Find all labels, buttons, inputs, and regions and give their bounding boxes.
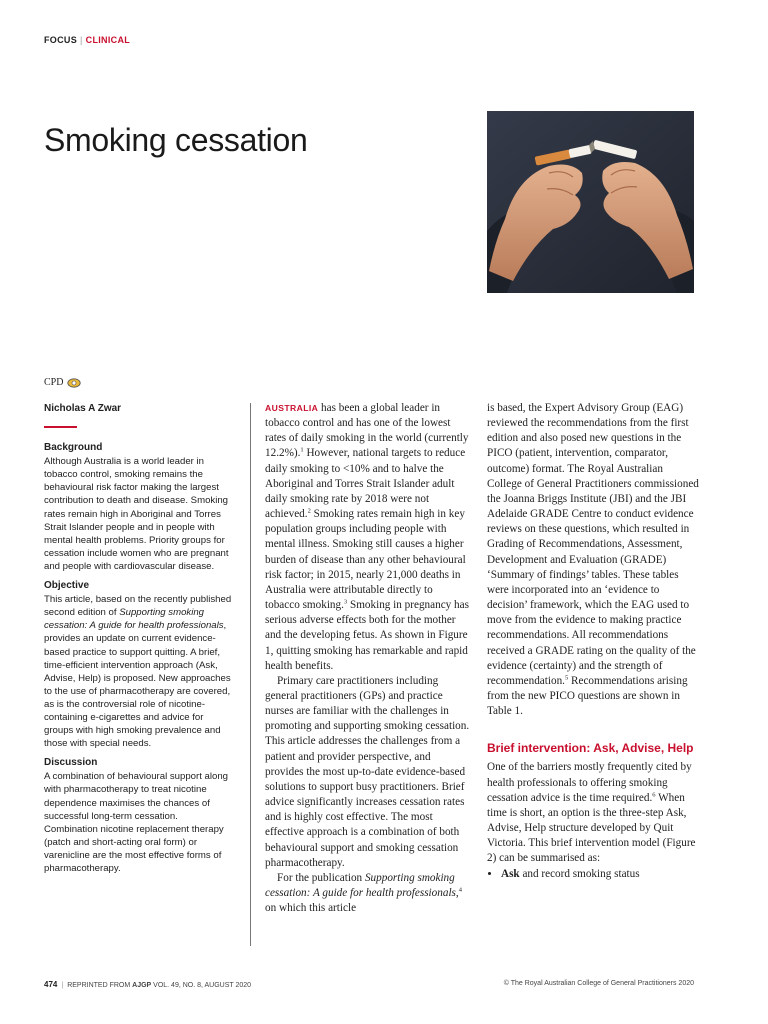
objective-text: This article, based on the recently published second edition of Supporting smoking cessation: A guide for health professionals, provides an update on current evidence-based practice to support quitting. A brief, time-efficient intervention approach (Ask, Advise, Help) is proposed. New approaches to the use of pharmacotherapy are covered, as is the controversial role of nicotine-containing e-cigarettes and advice for groups with high smoking prevalence and those with special needs. (44, 594, 232, 750)
issue-info: VOL. 49, NO. 8, AUGUST 2020 (153, 982, 252, 989)
body-column-2 (487, 401, 699, 882)
publication-paragraph-continued: on which this article (265, 902, 357, 915)
ask-advise-help-list (487, 867, 699, 882)
cpd-badge-icon (67, 378, 81, 388)
author-rule (44, 426, 77, 428)
article-title: Smoking cessation (44, 122, 308, 158)
author-name: Nicholas A Zwar (44, 403, 122, 414)
publication-paragraph-tail-text: is based, the Expert Advisory Group (EAG) reviewed the recommendations from the first edition and also posed new questions in the PICO (patient, intervention, comparator, outcome) format. The Royal Australian College of General Practitioners commissioned the Joanna Briggs Institute (JBI) and the JBI Adelaide GRADE Centre to conduct evidence reviews on these questions, which resulted in Grading of Recommendations, Assessment, Development and Evaluation (GRADE) ‘Summary of findings’ tables. These tables were incorporated into an ‘evidence to decision’ framework, which the EAG used to move from the evidence to making practice recommendations. All recommendations received a GRADE rating on the quality of the evidence (certainty) and the strength of recommendation. (487, 402, 699, 687)
page-number: 474 (44, 980, 58, 989)
reprint-label: REPRINTED FROM (67, 982, 131, 989)
publication-title-italic: Supporting smoking cessation: A guide for health professionals (265, 871, 456, 899)
lead-word: AUSTRALIA (265, 403, 319, 413)
copyright-notice: © The Royal Australian College of General Practitioners 2020 (503, 980, 694, 987)
list-item-ask: • Ask and record smoking status (501, 867, 699, 882)
reference-1: 1 (300, 446, 304, 454)
reference-4: 4 (458, 886, 462, 894)
reference-2: 2 (307, 507, 311, 515)
background-text: Although Australia is a world leader in tobacco control, smoking remains the behavioural risk factor making the largest contribution to death and disease. Smoking rates remain high in Aboriginal and Torres Strait Islander people and in people with mental health problems. Priority groups for cessation include women who are pregnant and people with cardiovascular disease. (44, 456, 229, 572)
section-label: FOCUS (44, 35, 77, 45)
brief-intervention-heading: Brief intervention: Ask, Advise, Help (487, 741, 694, 756)
cpd-marker (44, 377, 81, 388)
reference-6: 6 (652, 791, 656, 799)
background-heading: Background (44, 442, 103, 454)
abstract-sidebar (44, 402, 234, 881)
book-title-italic: Supporting smoking cessation: A guide for health professionals (44, 607, 224, 632)
hands-breaking-cigarette-photo (487, 111, 694, 293)
primary-care-paragraph: Primary care practitioners including general practitioners (GPs) and practice nurses are familiar with the challenges in promoting and supporting smoking cessation. This article addresses the challenges from a patient and provider perspective, and provides the most up-to-date evidence-based solutions to support busy practitioners. Brief advice significantly increases cessation rates and is highly cost effective. The most effective approach is a combination of both behavioural support and smoking cessation pharmacotherapy. (265, 674, 470, 869)
photo-illustration (487, 111, 694, 293)
category-label: CLINICAL (85, 35, 131, 45)
column-divider (250, 403, 251, 946)
reference-3: 3 (343, 598, 348, 606)
intro-paragraph: AUSTRALIA has been a global leader in tobacco control and has one of the lowest rates of daily smoking in the world (currently 12.2%).$^1$ However, national targets to reduce daily smoking to <10% and to halve the Aboriginal and Torres Strait Islander adult daily smoking rate by 2018 were not achieved.$^2$ Smoking rates remain high in key population groups including people with mental illness. Smoking still causes a higher burden of disease than any other behavioural risk factor; in 2015, nearly 21,000 deaths in Australia were attributable directly to tobacco smoking.$^3$ Smoking in pregnancy has serious adverse effects both for the mother and the developing fetus. As shown in Figure 1, quitting smoking has remarkable and rapid health benefits. (265, 402, 469, 672)
body-column-1 (265, 401, 470, 916)
journal-name: AJGP (132, 982, 152, 989)
brief-intervention-paragraph: One of the barriers mostly frequently cited by health professionals to offering smoking cessation advice is the time required.$^6$ When time is short, an option is the three-step Ask, Advise, Help structure developed by Quit Victoria. This brief intervention model (Figure 2) can be summarised as: (487, 761, 696, 865)
publication-paragraph-start: For the publication Supporting smoking cessation: A guide for health professionals,$^4$ on which this article (265, 871, 462, 915)
publication-paragraph-tail: is based, the Expert Advisory Group (EAG) reviewed the recommendations from the first edition and also posed new questions in the PICO (patient, intervention, comparator, outcome) format. The Royal Australian College of General Practitioners commissioned the Joanna Briggs Institute (JBI) and the JBI Adelaide GRADE Centre to conduct evidence reviews on these questions, which resulted in Grading of Recommendations, Assessment, Development and Evaluation (GRADE) ‘Summary of findings’ tables. These tables were incorporated into an ‘evidence to decision’ framework, which the EAG used to move from the evidence to making practice recommendations. All recommendations received a GRADE rating on the quality of the evidence (certainty) and the strength of recommendation.$^5$ Recommendations arising from the new PICO questions are shown in Table 1. (487, 402, 699, 718)
page-footer: 474 | REPRINTED FROM AJGP VOL. 49, NO. 8, AUGUST 2020 © The Royal Australian College of General Practitioners 2020 (44, 980, 694, 989)
cpd-label: CPD (44, 377, 64, 388)
reference-5: 5 (564, 674, 569, 682)
running-header (44, 35, 130, 45)
objective-heading: Objective (44, 580, 90, 592)
discussion-heading: Discussion (44, 757, 98, 769)
header-separator: | (80, 35, 83, 45)
discussion-text: A combination of behavioural support along with pharmacotherapy to treat nicotine dependence maximises the chances of successful long-term cessation. Combination nicotine replacement therapy (patch and short-acting oral form) or varenicline are the most effective forms of pharmacotherapy. (44, 771, 229, 874)
